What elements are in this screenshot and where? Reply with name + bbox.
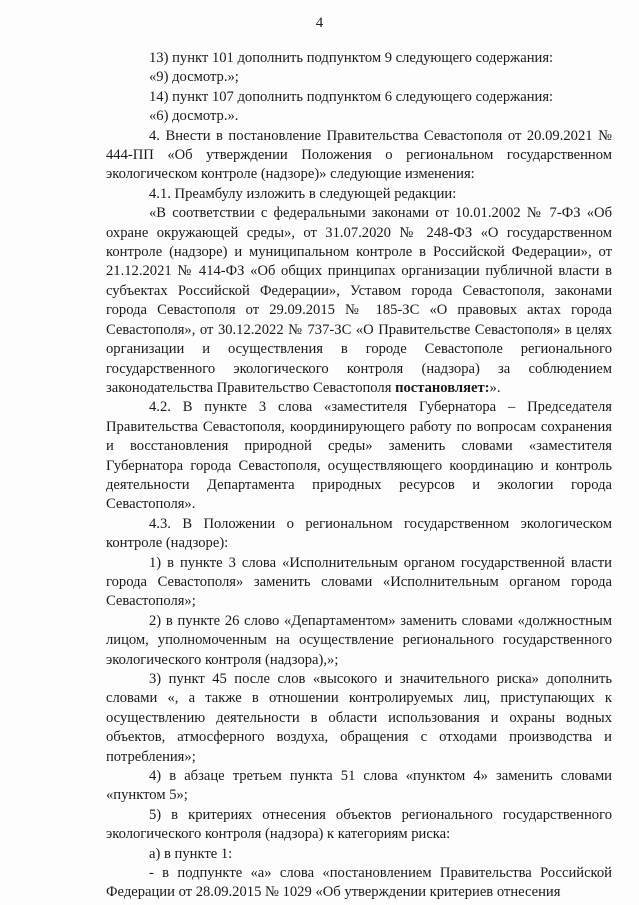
paragraph-item-13-text: «9) досмотр.»; xyxy=(149,69,239,86)
paragraph-item-14-text: «6) досмотр.». xyxy=(149,108,239,125)
paragraph-subitem-a-dash: - в подпункте «а» слова «постановлением Правительства Российской Федерации от 28.09.2015 № 1029 «Об утверждении критериев отнесения xyxy=(106,865,612,901)
paragraph-item-13: 13) пункт 101 дополнить подпунктом 9 следующего содержания: xyxy=(149,50,554,66)
preamble-tail: ». xyxy=(489,379,501,396)
paragraph-section-4-3: 4.3. В Положении о региональном государственном экологическом контроле (надзоре): xyxy=(106,515,612,552)
preamble-emphasis: постановляет: xyxy=(395,379,490,396)
page-number: 4 xyxy=(315,15,324,31)
paragraph-section-4-1: 4.1. Преамбулу изложить в следующей редакции: xyxy=(149,185,457,202)
paragraph-subitem-1: 1) в пункте 3 слова «Исполнительным органом государственной власти города Севастополя» заменить словами «Исполнительным органом города Севастополя»; xyxy=(106,554,612,610)
paragraph-subitem-5: 5) в критериях отнесения объектов регионального государственного экологического контроля (надзора) к категориям риска: xyxy=(106,806,612,843)
paragraph-section-4: 4. Внести в постановление Правительства Севастополя от 20.09.2021 № 444-ПП «Об утверждении Положения о региональном государственном экологическом контроле (надзоре)» следующие изменения: xyxy=(106,127,612,183)
preamble-text: «В соответствии с федеральными законами от 10.01.2002 № 7-ФЗ «Об охране окружающей среды», от 31.07.2020 № 248-ФЗ «О государственном контроле (надзоре) и муниципальном контроле в Российской Федерации», от 21.12.2021 № 414-ФЗ «Об общих принципах организации публичной власти в субъектах Российской Федерации», Уставом города Севастополя, законами города Севастополя от 29.09.2015 № 185-ЗС «О правовых актах города Севастополя», от 30.12.2022 № 737-ЗС «О Правительстве Севастополя» в целях организации и осуществления в городе Севастополе регионального государственного экологического контроля (надзора) за соблюдением законодательства Правительство Севастополя xyxy=(106,205,612,396)
paragraph-subitem-2: 2) в пункте 26 слово «Департаментом» заменить словами «должностным лицом, уполномоченным на осуществление регионального государственного экологического контроля (надзора),»; xyxy=(106,612,612,668)
paragraph-section-4-2: 4.2. В пункте 3 слова «заместителя Губернатора – Председателя Правительства Севастополя, координирующего работу по вопросам сохранения и восстановления природной среды» заменить словами «заместителя Губернатора города Севастополя, осуществляющего координацию и контроль деятельности Департамента природных ресурсов и экологии города Севастополя». xyxy=(106,399,612,513)
paragraph-subitem-4: 4) в абзаце третьем пункта 51 слова «пунктом 4» заменить словами «пунктом 5»; xyxy=(106,768,612,804)
paragraph-subitem-3: 3) пункт 45 после слов «высокого и значительного риска» дополнить словами «, а также в отношении контролируемых лиц, приступающих к осуществлению деятельности в области использования и охраны водных объектов, атмосферного воздуха, обращения с отходами производства и потребления»; xyxy=(106,671,612,765)
document-body xyxy=(106,49,612,903)
paragraph-subitem-a: а) в пункте 1: xyxy=(149,845,233,862)
paragraph-item-14: 14) пункт 107 дополнить подпунктом 6 следующего содержания: xyxy=(149,88,554,105)
paragraph-preamble xyxy=(106,204,612,398)
